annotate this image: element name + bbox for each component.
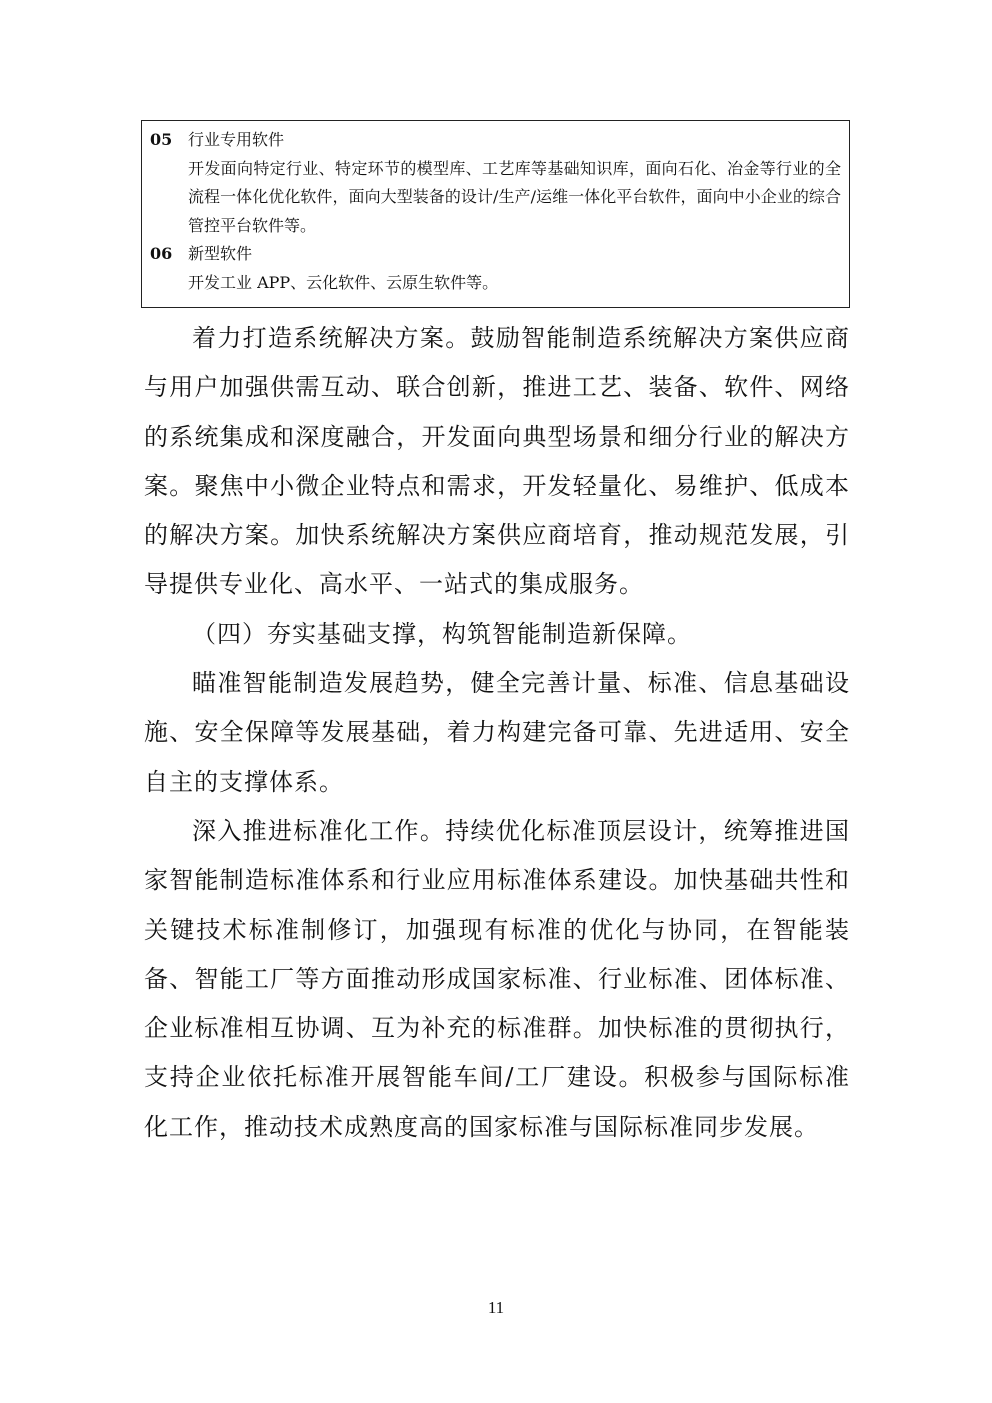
software-table-box	[141, 120, 850, 308]
item-description: 开发面向特定行业、特定环节的模型库、工艺库等基础知识库，面向石化、冶金等行业的全流程一体化优化软件，面向大型装备的设计/生产/运维一体化平台软件，面向中小企业的综合管控平台软件等。	[188, 158, 841, 235]
item-number: 06	[150, 244, 173, 263]
paragraph-standardization: 深入推进标准化工作。持续优化标准顶层设计，统筹推进国家智能制造标准体系和行业应用标准体系建设。加快基础共性和关键技术标准制修订，加强现有标准的优化与协同，在智能装备、智能工厂等方面推动形成国家标准、行业标准、团体标准、企业标准相互协调、互为补充的标准群。加快标准的贯彻执行，支持企业依托标准开展智能车间/工厂建设。积极参与国际标准化工作，推动技术成熟度高的国家标准与国际标准同步发展。	[144, 816, 850, 1141]
item-head	[150, 240, 841, 269]
table-item-06	[150, 240, 841, 297]
main-text	[144, 314, 850, 1152]
section-heading: （四）夯实基础支撑，构筑智能制造新保障。	[192, 619, 692, 648]
paragraph-foundation: 瞄准智能制造发展趋势，健全完善计量、标准、信息基础设施、安全保障等发展基础，着力构建完备可靠、先进适用、安全自主的支撑体系。	[144, 669, 850, 796]
item-number: 05	[150, 130, 173, 149]
item-description: 开发工业 APP、云化软件、云原生软件等。	[188, 272, 499, 292]
item-title: 新型软件	[188, 244, 253, 263]
item-head	[150, 126, 841, 155]
paragraph-solutions: 着力打造系统解决方案。鼓励智能制造系统解决方案供应商与用户加强供需互动、联合创新，推进工艺、装备、软件、网络的系统集成和深度融合，开发面向典型场景和细分行业的解决方案。聚焦中小微企业特点和需求，开发轻量化、易维护、低成本的解决方案。加快系统解决方案供应商培育，推动规范发展，引导提供专业化、高水平、一站式的集成服务。	[144, 324, 850, 599]
item-title: 行业专用软件	[188, 130, 285, 149]
table-item-05	[150, 126, 841, 240]
page-number: 11	[487, 1298, 505, 1317]
